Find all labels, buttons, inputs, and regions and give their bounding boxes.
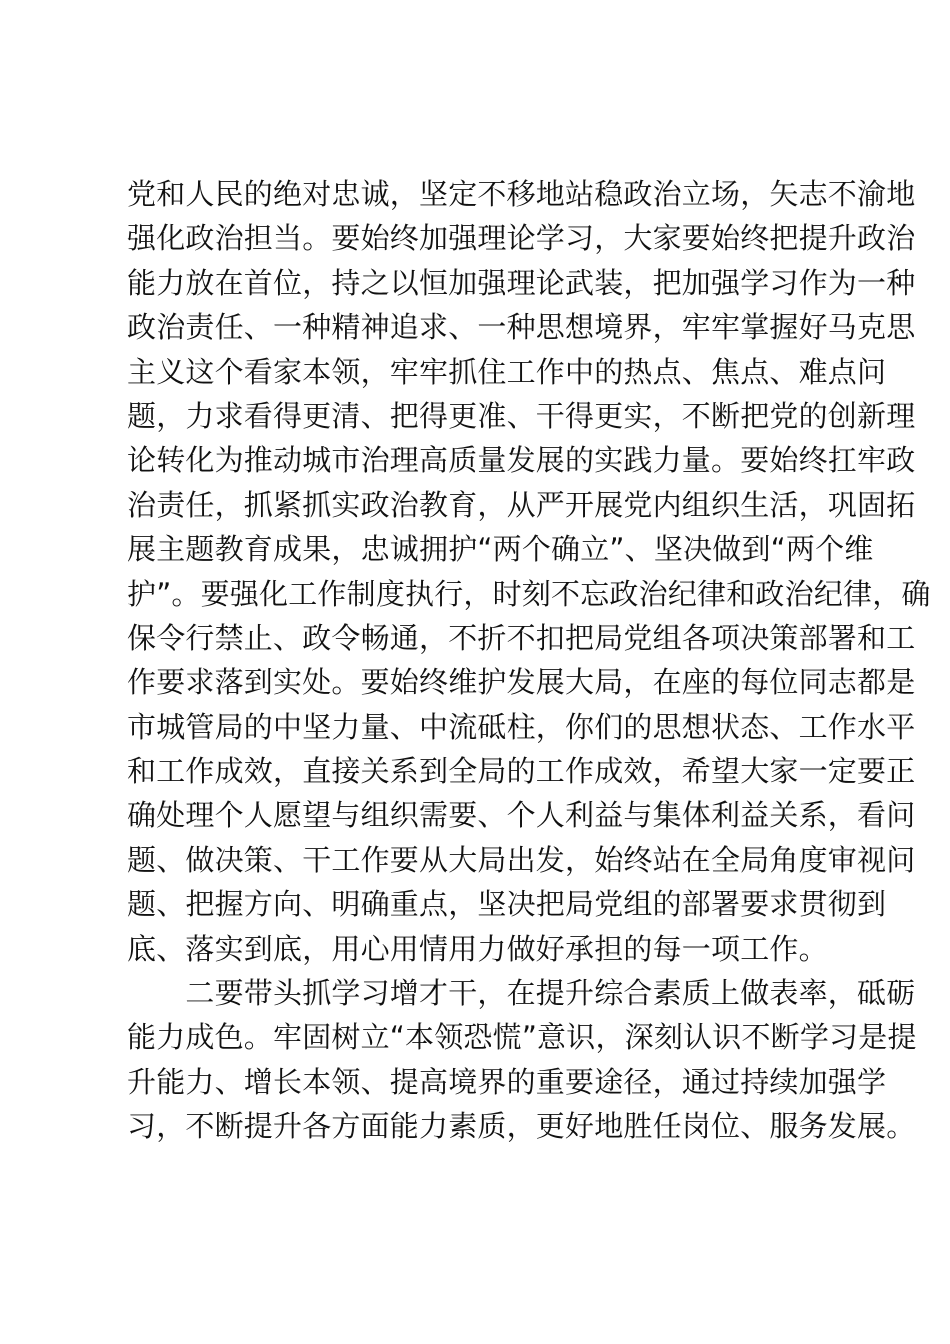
text-line: 强化政治担当。要始终加强理论学习，大家要始终把提升政治 [127,221,916,256]
text-line: 市城管局的中坚力量、中流砥柱，你们的思想状态、工作水平 [127,709,916,744]
text-line: 题、做决策、干工作要从大局出发，始终站在全局角度审视问 [127,842,916,877]
text-line: 保令行禁止、政令畅通，不折不扣把局党组各项决策部署和工 [127,620,916,655]
text-line: 论转化为推动城市治理高质量发展的实践力量。要始终扛牢政 [127,443,916,478]
text-line: 治责任，抓紧抓实政治教育，从严开展党内组织生活，巩固拓 [127,487,916,522]
text-line: 政治责任、一种精神追求、一种思想境界，牢牢掌握好马克思 [127,310,916,345]
body-text [127,172,931,1149]
text-line: 底、落实到底，用心用情用力做好承担的每一项工作。 [127,931,828,966]
text-line: 确处理个人愿望与组织需要、个人利益与集体利益关系，看问 [127,798,916,833]
text-line: 题，力求看得更清、把得更准、干得更实，不断把党的创新理 [127,398,916,433]
text-line: 作要求落到实处。要始终维护发展大局，在座的每位同志都是 [127,665,916,700]
text-line: 二要带头抓学习增才干，在提升综合素质上做表率，砥砺 [127,976,916,1011]
text-line: 主义这个看家本领，牢牢抓住工作中的热点、焦点、难点问 [127,354,887,389]
text-line: 能力放在首位，持之以恒加强理论武装，把加强学习作为一种 [127,265,916,300]
text-line: 能力成色。牢固树立“本领恐慌”意识，深刻认识不断学习是提 [127,1020,917,1055]
text-line: 题、把握方向、明确重点，坚决把局党组的部署要求贯彻到 [127,887,887,922]
text-line: 护”。要强化工作制度执行，时刻不忘政治纪律和政治纪律，确 [127,576,931,611]
text-line: 升能力、增长本领、提高境界的重要途径，通过持续加强学 [127,1064,887,1099]
text-line: 党和人民的绝对忠诚，坚定不移地站稳政治立场，矢志不渝地 [127,177,916,211]
text-line: 展主题教育成果，忠诚拥护“两个确立”、坚决做到“两个维 [127,532,874,567]
text-line: 和工作成效，直接关系到全局的工作成效，希望大家一定要正 [127,754,916,789]
text-line: 习，不断提升各方面能力素质，更好地胜任岗位、服务发展。 [127,1109,916,1144]
